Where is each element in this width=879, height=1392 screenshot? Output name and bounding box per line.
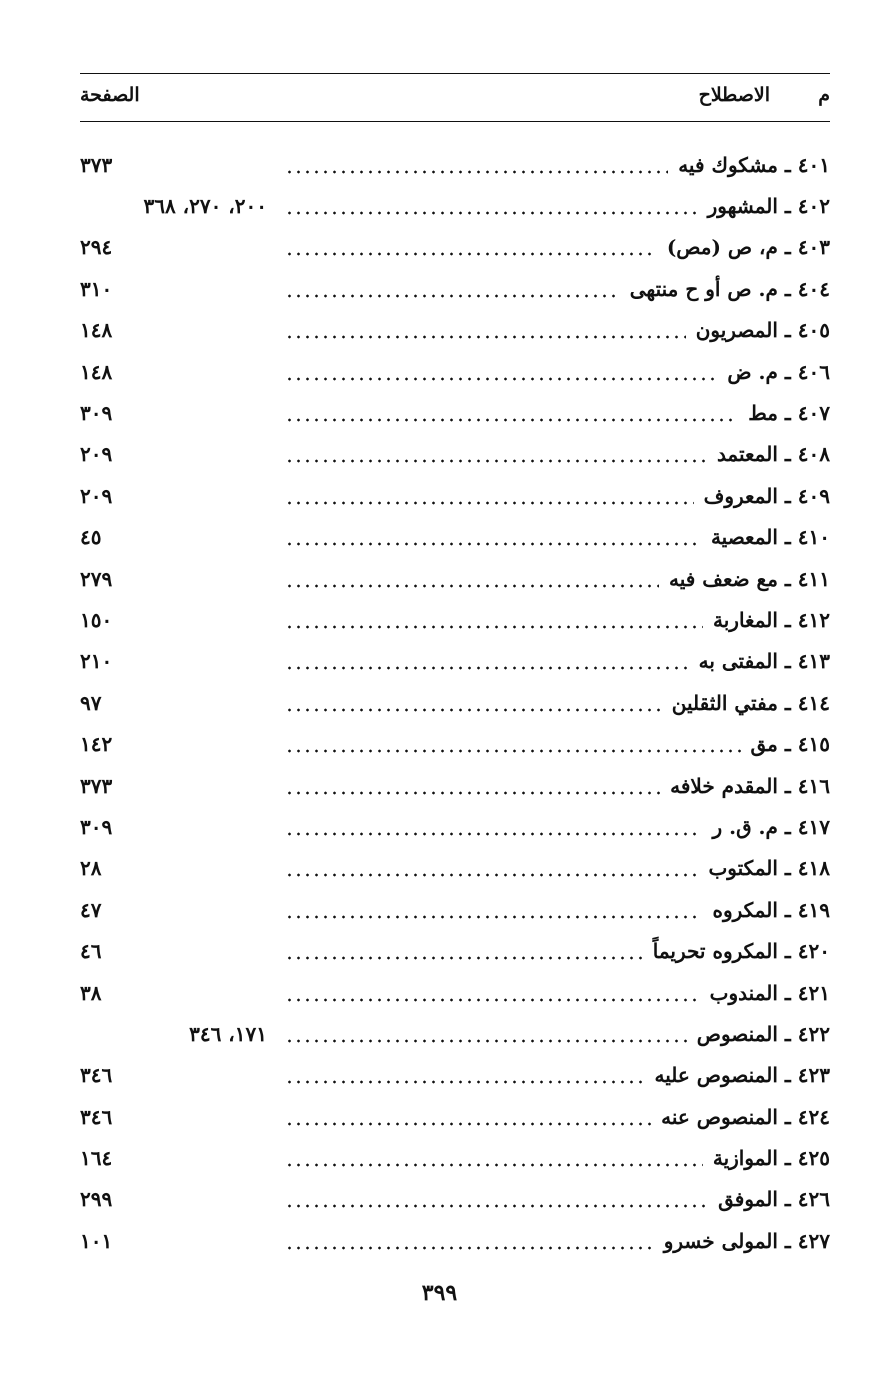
entry-dash: ـ <box>784 235 791 260</box>
entry-term: المشهور <box>707 194 778 219</box>
entry-pages: ١٠١ <box>80 1228 113 1253</box>
entry-dash: ـ <box>784 1063 791 1088</box>
index-entry <box>80 1096 830 1137</box>
index-entry <box>80 434 830 475</box>
entry-pages: ٢٠٩ <box>80 442 113 467</box>
index-entry <box>80 641 830 682</box>
entry-dash: ـ <box>784 607 791 632</box>
entry-number: ٤٠٢ <box>797 194 830 219</box>
index-entry <box>80 848 830 889</box>
entry-dash: ـ <box>784 442 791 467</box>
dot-leader <box>285 1024 687 1044</box>
entry-dash: ـ <box>784 1021 791 1046</box>
entry-pages: ١٦٤ <box>80 1146 113 1171</box>
entry-number: ٤٢٣ <box>797 1063 830 1088</box>
header-bottom-rule <box>80 121 830 122</box>
entry-term: المقدم خلافه <box>670 773 778 798</box>
entry-term: المكروه تحريماً <box>652 939 778 964</box>
header-top-rule <box>80 73 830 74</box>
entry-number: ٤٠١ <box>797 152 830 177</box>
dot-leader <box>285 155 668 175</box>
entry-term: م. ض <box>727 359 778 384</box>
entry-number: ٤١٨ <box>797 856 830 881</box>
entry-term: الموفق <box>718 1187 778 1212</box>
index-entry <box>80 1055 830 1096</box>
dot-leader <box>285 196 698 216</box>
entry-dash: ـ <box>784 649 791 674</box>
entry-dash: ـ <box>784 318 791 343</box>
entry-pages: ١٤٢ <box>80 732 113 757</box>
entry-term: المغاربة <box>713 607 778 632</box>
index-entry <box>80 806 830 847</box>
entry-term: مط <box>748 401 778 426</box>
dot-leader <box>285 1107 651 1127</box>
dot-leader <box>285 444 707 464</box>
entry-pages: ٣٠٩ <box>80 814 113 839</box>
dot-leader <box>285 486 694 506</box>
index-entry <box>80 682 830 723</box>
dot-leader <box>285 569 659 589</box>
index-entry <box>80 972 830 1013</box>
index-entries <box>80 144 830 1262</box>
index-entry <box>80 889 830 930</box>
entry-pages: ٢٩٤ <box>80 235 113 260</box>
entry-term: المعروف <box>703 483 778 508</box>
entry-pages: ٢٧٩ <box>80 566 113 591</box>
entry-number: ٤٠٦ <box>797 359 830 384</box>
entry-pages: ٣٤٦ <box>80 1063 113 1088</box>
entry-term: المنصوص <box>696 1021 778 1046</box>
index-entry <box>80 310 830 351</box>
index-entry <box>80 1137 830 1178</box>
header-page-label: الصفحة <box>80 84 140 106</box>
entry-pages: ٣٨ <box>80 980 102 1005</box>
entry-pages: ٣١٠ <box>80 276 113 301</box>
entry-term: المنصوص عنه <box>661 1104 778 1129</box>
entry-dash: ـ <box>784 276 791 301</box>
index-entry <box>80 1220 830 1261</box>
entry-pages: ٤٦ <box>80 939 102 964</box>
entry-dash: ـ <box>784 525 791 550</box>
entry-number: ٤٢٤ <box>797 1104 830 1129</box>
index-entry <box>80 268 830 309</box>
dot-leader <box>285 320 686 340</box>
dot-leader <box>285 403 738 423</box>
entry-term: المنصوص عليه <box>654 1063 778 1088</box>
entry-pages: ٩٧ <box>80 690 102 715</box>
entry-pages: ٣٧٣ <box>80 152 113 177</box>
entry-dash: ـ <box>784 814 791 839</box>
dot-leader <box>285 858 698 878</box>
dot-leader <box>285 1148 703 1168</box>
entry-dash: ـ <box>784 566 791 591</box>
dot-leader <box>285 941 643 961</box>
entry-dash: ـ <box>784 152 791 177</box>
entry-pages: ٤٥ <box>80 525 102 550</box>
entry-pages: ٢١٠ <box>80 649 113 674</box>
entry-number: ٤١١ <box>797 566 830 591</box>
index-entry <box>80 185 830 226</box>
index-entry <box>80 475 830 516</box>
index-entry <box>80 227 830 268</box>
index-entry <box>80 558 830 599</box>
dot-leader <box>285 983 700 1003</box>
entry-number: ٤٢٢ <box>797 1021 830 1046</box>
entry-term: مق <box>750 732 778 757</box>
dot-leader <box>285 237 657 257</box>
dot-leader <box>285 362 717 382</box>
entry-dash: ـ <box>784 194 791 219</box>
entry-number: ٤٠٥ <box>797 318 830 343</box>
dot-leader <box>285 817 702 837</box>
entry-dash: ـ <box>784 856 791 881</box>
dot-leader <box>285 693 662 713</box>
entry-number: ٤١٧ <box>797 814 830 839</box>
header-number-label: م <box>818 84 830 106</box>
entry-term: المكتوب <box>708 856 778 881</box>
entry-term: مفتي الثقلين <box>671 690 778 715</box>
header-term-label: الاصطلاح <box>698 84 770 106</box>
entry-number: ٤١٣ <box>797 649 830 674</box>
index-entry <box>80 351 830 392</box>
entry-term: المندوب <box>709 980 778 1005</box>
entry-pages: ٣٠٩ <box>80 401 113 426</box>
entry-dash: ـ <box>784 1146 791 1171</box>
entry-dash: ـ <box>784 1228 791 1253</box>
index-entry <box>80 392 830 433</box>
entry-number: ٤٢١ <box>797 980 830 1005</box>
entry-pages: ١٤٨ <box>80 318 113 343</box>
dot-leader <box>285 1231 654 1251</box>
entry-number: ٤١٠ <box>797 525 830 550</box>
entry-number: ٤١٢ <box>797 607 830 632</box>
entry-number: ٤٠٧ <box>797 401 830 426</box>
entry-pages: ٢٠٩ <box>80 483 113 508</box>
entry-pages: ١٧١، ٣٤٦ <box>189 1021 267 1046</box>
entry-number: ٤٠٨ <box>797 442 830 467</box>
entry-term: المصريون <box>695 318 778 343</box>
entry-dash: ـ <box>784 897 791 922</box>
dot-leader <box>285 279 620 299</box>
entry-dash: ـ <box>784 401 791 426</box>
entry-pages: ٢٩٩ <box>80 1187 113 1212</box>
index-entry <box>80 723 830 764</box>
entry-pages: ١٥٠ <box>80 607 113 632</box>
entry-number: ٤١٥ <box>797 732 830 757</box>
entry-term: م. ق. ر <box>712 814 778 839</box>
index-entry <box>80 1013 830 1054</box>
entry-dash: ـ <box>784 773 791 798</box>
entry-term: المولى خسرو <box>663 1228 778 1253</box>
entry-dash: ـ <box>784 483 791 508</box>
entry-pages: ٣٤٦ <box>80 1104 113 1129</box>
entry-number: ٤١٤ <box>797 690 830 715</box>
entry-dash: ـ <box>784 939 791 964</box>
dot-leader <box>285 734 741 754</box>
entry-pages: ٢٠٠، ٢٧٠، ٣٦٨ <box>143 194 267 219</box>
index-entry <box>80 765 830 806</box>
entry-term: المعصية <box>710 525 778 550</box>
entry-dash: ـ <box>784 732 791 757</box>
entry-term: مع ضعف فيه <box>668 566 778 591</box>
entry-dash: ـ <box>784 1104 791 1129</box>
dot-leader <box>285 900 702 920</box>
entry-dash: ـ <box>784 690 791 715</box>
entry-dash: ـ <box>784 1187 791 1212</box>
index-entry <box>80 599 830 640</box>
dot-leader <box>285 610 703 630</box>
dot-leader <box>285 1189 708 1209</box>
entry-term: مشكوك فيه <box>678 152 778 177</box>
dot-leader <box>285 527 701 547</box>
entry-term: م، ص (مص) <box>666 235 778 260</box>
dot-leader <box>285 776 660 796</box>
entry-dash: ـ <box>784 359 791 384</box>
entry-pages: ١٤٨ <box>80 359 113 384</box>
page-number: ٣٩٩ <box>421 1280 458 1306</box>
index-entry <box>80 144 830 185</box>
entry-term: المعتمد <box>716 442 778 467</box>
entry-number: ٤٠٣ <box>797 235 830 260</box>
entry-pages: ٣٧٣ <box>80 773 113 798</box>
entry-number: ٤٠٤ <box>797 276 830 301</box>
entry-term: م. ص أو ح منتهى <box>629 276 778 301</box>
entry-pages: ٢٨ <box>80 856 102 881</box>
index-entry <box>80 930 830 971</box>
entry-number: ٤٠٩ <box>797 483 830 508</box>
entry-number: ٤٢٦ <box>797 1187 830 1212</box>
entry-number: ٤٢٧ <box>797 1228 830 1253</box>
entry-number: ٤٢٥ <box>797 1146 830 1171</box>
table-header <box>80 80 830 116</box>
index-entry <box>80 517 830 558</box>
dot-leader <box>285 651 689 671</box>
entry-dash: ـ <box>784 980 791 1005</box>
entry-term: المكروه <box>712 897 778 922</box>
dot-leader <box>285 1065 645 1085</box>
entry-pages: ٤٧ <box>80 897 102 922</box>
entry-term: المفتى به <box>698 649 778 674</box>
entry-number: ٤١٩ <box>797 897 830 922</box>
entry-number: ٤٢٠ <box>797 939 830 964</box>
index-entry <box>80 1179 830 1220</box>
entry-term: الموازية <box>712 1146 778 1171</box>
entry-number: ٤١٦ <box>797 773 830 798</box>
